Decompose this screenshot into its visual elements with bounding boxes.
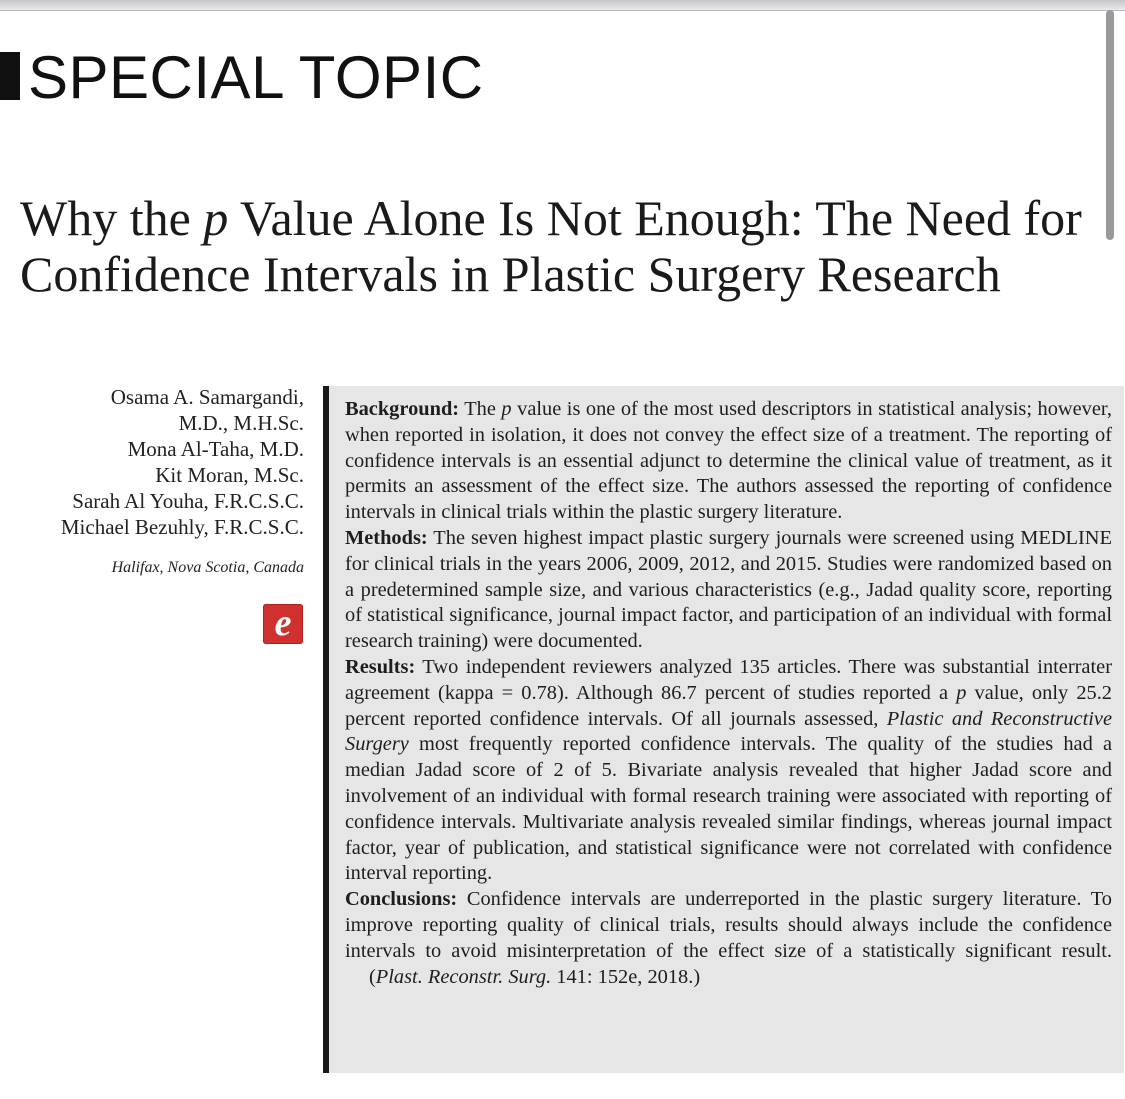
author-list (20, 384, 304, 540)
background-p-italic: p (501, 398, 512, 420)
results-text-1: Two independent reviewers analyzed 135 articles. There was substantial interrater agreement (kappa = 0.78). Although 86.7 percent of studies reported a (345, 655, 1112, 704)
citation-journal: Plast. Reconstr. Surg. (375, 965, 552, 988)
scrollbar[interactable] (1106, 10, 1114, 240)
article-title (20, 190, 1090, 302)
citation-rest: 141: 152e, 2018.) (551, 965, 701, 988)
methods-text: The seven highest impact plastic surgery journals were screened using MEDLINE for clinical trials in the years 2006, 2009, 2012, and 2015. Studies were randomized based on a predetermined sample size, and various characteristics (e.g., Jadad quality score, reporting of statistical significance, journal impact factor, and participation of an individual with formal research training) were documented. (345, 526, 1112, 653)
results-journal-italic: Plastic and Reconstructive Surgery (345, 707, 1113, 756)
conclusions-label: Conclusions: (345, 888, 458, 911)
abstract-paragraph (345, 397, 1112, 990)
author-line: Kit Moran, M.Sc. (155, 463, 304, 487)
affiliation: Halifax, Nova Scotia, Canada (111, 559, 304, 576)
background-text: value is one of the most used descriptors in statistical analysis; however, when reported in isolation, it does not convey the effect size of a treatment. The reporting of confidence intervals is an essential adjunct to determine the clinical value of treatment, as it permits an assessment of the effect size. The authors assessed the reporting of confidence intervals in clinical trials within the plastic surgery literature. (345, 398, 1112, 524)
author-line: M.D., M.H.Sc. (178, 411, 304, 435)
e-icon[interactable]: e (263, 604, 303, 644)
citation-open: ( (369, 965, 376, 988)
title-p-italic: p (203, 190, 229, 246)
title-prefix: Why the (20, 190, 204, 246)
results-p-italic: p (956, 681, 967, 704)
author-line: Michael Bezuhly, F.R.C.S.C. (60, 515, 304, 539)
section-marker (0, 52, 20, 100)
abstract-box (329, 386, 1124, 1073)
results-text-2: value, only 25.2 percent reported confidence intervals. Of all journals assessed, (345, 681, 1112, 730)
top-border (0, 0, 1125, 11)
author-line: Osama A. Samargandi, (110, 385, 304, 409)
citation (369, 966, 700, 988)
section-label: SPECIAL TOPIC (28, 44, 484, 111)
methods-label: Methods: (345, 526, 428, 549)
results-text-3: most frequently reported confidence intervals. The quality of the studies had a median Jadad score of 2 of 5. Bivariate analysis revealed that higher Jadad score and involvement of an individual with formal research training were associated with reporting of confidence intervals. Multivariate analysis revealed similar findings, whereas journal impact factor, year of publication, and statistical significance were not correlated with confidence interval reporting. (345, 733, 1112, 885)
background-label: Background: (345, 398, 460, 420)
results-label: Results: (345, 655, 416, 678)
title-rest: Value Alone Is Not Enough: The Need for Confidence Intervals in Plastic Surgery Research (20, 190, 1082, 302)
background-text-start: The (459, 398, 502, 420)
author-line: Mona Al-Taha, M.D. (127, 437, 304, 461)
conclusions-text: Confidence intervals are underreported in the plastic surgery literature. To improve reporting quality of clinical trials, results should always include the confidence intervals to avoid misinterpretation of the effect size of a statistically significant result. (345, 888, 1112, 962)
author-line: Sarah Al Youha, F.R.C.S.C. (72, 489, 304, 513)
